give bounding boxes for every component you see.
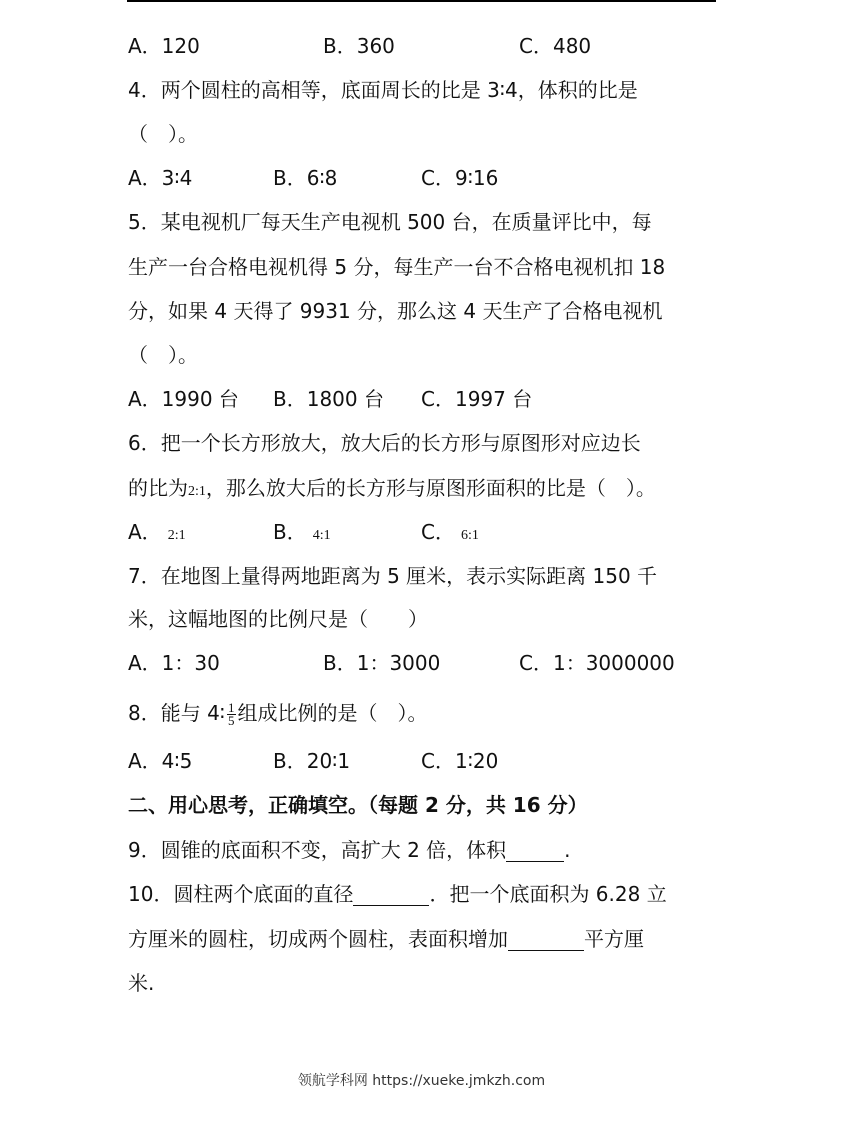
q6-line2-post: ，那么放大后的长方形与原图形面积的比是（ ）。 bbox=[205, 476, 656, 500]
q7-text-line1: 7．在地图上量得两地距离为 5 厘米，表示实际距离 150 千 bbox=[128, 564, 658, 588]
q6-option-a-label: A． bbox=[128, 520, 162, 544]
q4-option-c: C．9∶16 bbox=[421, 166, 499, 190]
q6-option-c-value: 6:1 bbox=[460, 528, 479, 543]
q6-option-b-value: 4:1 bbox=[312, 528, 331, 543]
q3-option-a: A．120 bbox=[128, 34, 200, 58]
q6-option-a-value: 2:1 bbox=[167, 528, 186, 543]
q8-fraction-numerator: 1 bbox=[228, 700, 235, 715]
q4-option-a: A．3∶4 bbox=[128, 166, 193, 190]
q6-ratio: 2:1 bbox=[188, 484, 206, 499]
q3-option-b: B．360 bbox=[323, 34, 395, 58]
q6-option-a bbox=[128, 520, 186, 548]
q10-text-line3: 米. bbox=[128, 971, 155, 995]
q7-text-line2: 米，这幅地图的比例尺是（ ） bbox=[128, 607, 428, 631]
q4-text-line2: （ ）。 bbox=[128, 122, 198, 146]
q10-line1-post: ．把一个底面积为 6.28 立 bbox=[429, 882, 667, 906]
q10-text-line1 bbox=[128, 882, 667, 906]
q10-answer-blank-2[interactable] bbox=[508, 930, 584, 951]
q6-option-c-label: C． bbox=[421, 520, 455, 544]
q6-text-line1: 6．把一个长方形放大，放大后的长方形与原图形对应边长 bbox=[128, 431, 641, 455]
q10-text-line2 bbox=[128, 927, 644, 951]
q7-option-b: B．1：3000 bbox=[323, 651, 441, 675]
q5-option-a: A．1990 台 bbox=[128, 387, 239, 411]
section-2-title: 二、用心思考，正确填空。（每题 2 分，共 16 分） bbox=[128, 793, 588, 817]
q8-text bbox=[128, 701, 428, 727]
q7-option-a: A．1：30 bbox=[128, 651, 220, 675]
q8-option-a: A．4∶5 bbox=[128, 749, 193, 773]
q9-text bbox=[128, 838, 571, 862]
q10-line2-post: 平方厘 bbox=[584, 927, 644, 951]
q9-answer-blank[interactable] bbox=[506, 841, 564, 862]
q8-fraction-denominator: 5 bbox=[228, 713, 235, 728]
q9-pre: 9．圆锥的底面积不变，高扩大 2 倍，体积 bbox=[128, 838, 507, 862]
q4-text-line1: 4．两个圆柱的高相等，底面周长的比是 3∶4，体积的比是 bbox=[128, 78, 638, 102]
q9-post: . bbox=[564, 838, 571, 862]
q5-text-line1: 5．某电视机厂每天生产电视机 500 台，在质量评比中，每 bbox=[128, 210, 652, 234]
q3-option-c: C．480 bbox=[519, 34, 592, 58]
q8-post: 组成比例的是（ ）。 bbox=[237, 701, 428, 725]
q10-line2-pre: 方厘米的圆柱，切成两个圆柱，表面积增加 bbox=[128, 927, 508, 951]
q5-option-c: C．1997 台 bbox=[421, 387, 533, 411]
q7-option-c: C．1：3000000 bbox=[519, 651, 675, 675]
q5-option-b: B．1800 台 bbox=[273, 387, 384, 411]
q5-text-line4: （ ）。 bbox=[128, 343, 198, 367]
q6-text-line2 bbox=[128, 476, 656, 504]
q6-option-c bbox=[421, 520, 479, 548]
q6-option-b-label: B． bbox=[273, 520, 307, 544]
q4-option-b: B．6∶8 bbox=[273, 166, 338, 190]
top-rule bbox=[127, 0, 716, 2]
q8-fraction bbox=[227, 702, 236, 727]
q10-answer-blank-1[interactable] bbox=[353, 885, 429, 906]
q8-pre: 8．能与 4∶ bbox=[128, 701, 226, 725]
q5-text-line2: 生产一台合格电视机得 5 分，每生产一台不合格电视机扣 18 bbox=[128, 255, 666, 279]
q5-text-line3: 分，如果 4 天得了 9931 分，那么这 4 天生产了合格电视机 bbox=[128, 299, 663, 323]
q6-line2-pre: 的比为 bbox=[128, 476, 188, 500]
footer-watermark: 领航学科网 https://xueke.jmkzh.com bbox=[297, 1073, 546, 1089]
q8-option-c: C．1∶20 bbox=[421, 749, 499, 773]
q8-option-b: B．20∶1 bbox=[273, 749, 351, 773]
q6-option-b bbox=[273, 520, 331, 548]
q10-line1-pre: 10．圆柱两个底面的直径 bbox=[128, 882, 354, 906]
